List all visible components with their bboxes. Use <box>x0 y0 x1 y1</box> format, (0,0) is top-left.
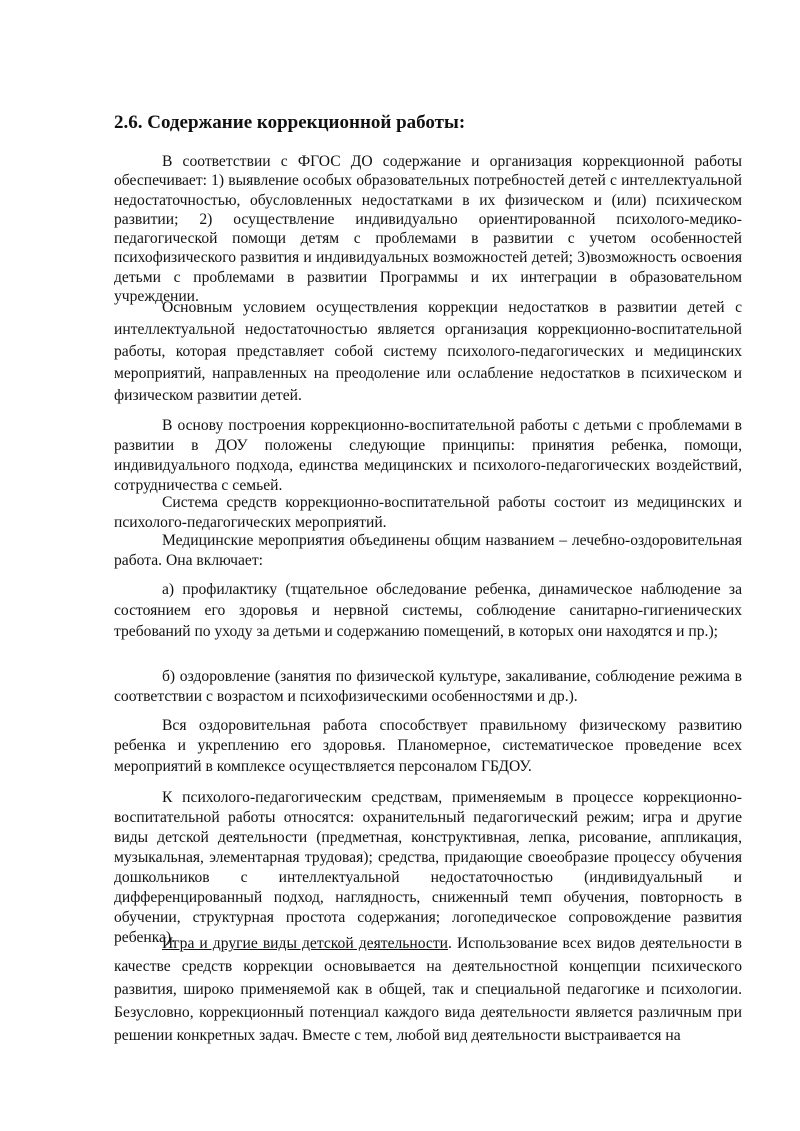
paragraph-medical-measures: Медицинские мероприятия объединены общим названием – лечебно-оздоровительная работа. Она включает: <box>114 532 742 569</box>
paragraph-main-condition: Основным условием осуществления коррекции недостатков в развитии детей с интеллектуальной недостаточностью является организация коррекционно-воспитательной работы, которая представляет собой систему психолого-педагогических и медицинских мероприятий, направленных на преодоление или ослабление недостатков в психическом и физическом развитии детей. <box>114 299 742 404</box>
paragraph-fgos: В соответствии с ФГОС ДО содержание и организация коррекционной работы обеспечивает: 1) выявление особых образовательных потребностей детей с интеллектуальной недостаточностью, обусловленных недостатками в их физическом и (или) психическом развитии; 2) осуществление индивидуально ориентированной психолого-медико-педагогической помощи детям с проблемами в развитии с учетом особенностей психофизического развития и индивидуальных возможностей детей; 3)возможность освоения детьми с проблемами в развитии Программы и их интеграции в образовательном учреждении. <box>114 153 742 306</box>
paragraph-health-improvement: б) оздоровление (занятия по физической культуре, закаливание, соблюдение режима в соответствии с возрастом и психофизическими особенностями и др.). <box>114 668 742 705</box>
underlined-term: Игра и другие виды детской деятельности <box>162 935 448 952</box>
paragraph-play-activities-text: . Использование всех видов деятельности в качестве средств коррекции основывается на деятельностной концепции психического развития, широко применяемой как в общей, так и специальной педагогике и психологии. Безусловно, коррекционный потенциал каждого вида деятельности является различным при решении конкретных задач. Вместе с тем, любой вид деятельности выстраивается на <box>114 935 742 1044</box>
paragraph-play-activities <box>114 932 742 1047</box>
paragraph-prevention: а) профилактику (тщательное обследование ребенка, динамическое наблюдение за состоянием его здоровья и нервной системы, соблюдение санитарно-гигиенических требований по уходу за детьми и содержанию помещений, в которых они находятся и пр.); <box>114 581 742 641</box>
section-heading: 2.6. Содержание коррекционной работы: <box>114 112 466 133</box>
paragraph-health-work: Вся оздоровительная работа способствует правильному физическому развитию ребенка и укреплению его здоровья. Планомерное, систематическое проведение всех мероприятий в комплексе осуществляется персоналом ГБДОУ. <box>114 717 742 775</box>
paragraph-psych-pedagogical: К психолого-педагогическим средствам, применяемым в процессе коррекционно-воспитательной работы относятся: охранительный педагогический режим; игра и другие виды детской деятельности (предметная, конструктивная, лепка, рисование, аппликация, музыкальная, элементарная трудовая); средства, придающие своеобразие процессу обучения дошкольников с интеллектуальной недостаточностью (индивидуальный и дифференцированный подход, наглядность, сниженный темп обучения, повторность в обучении, структурная простота содержания; логопедическое сопровождение развития ребенка). <box>114 789 742 946</box>
paragraph-principles: В основу построения коррекционно-воспитательной работы с детьми с проблемами в развитии в ДОУ положены следующие принципы: принятия ребенка, помощи, индивидуального подхода, единства медицинских и психолого-педагогических воздействий, сотрудничества с семьей. <box>114 417 742 494</box>
paragraph-means-system: Система средств коррекционно-воспитательной работы состоит из медицинских и психолого-педагогических мероприятий. <box>114 494 742 531</box>
